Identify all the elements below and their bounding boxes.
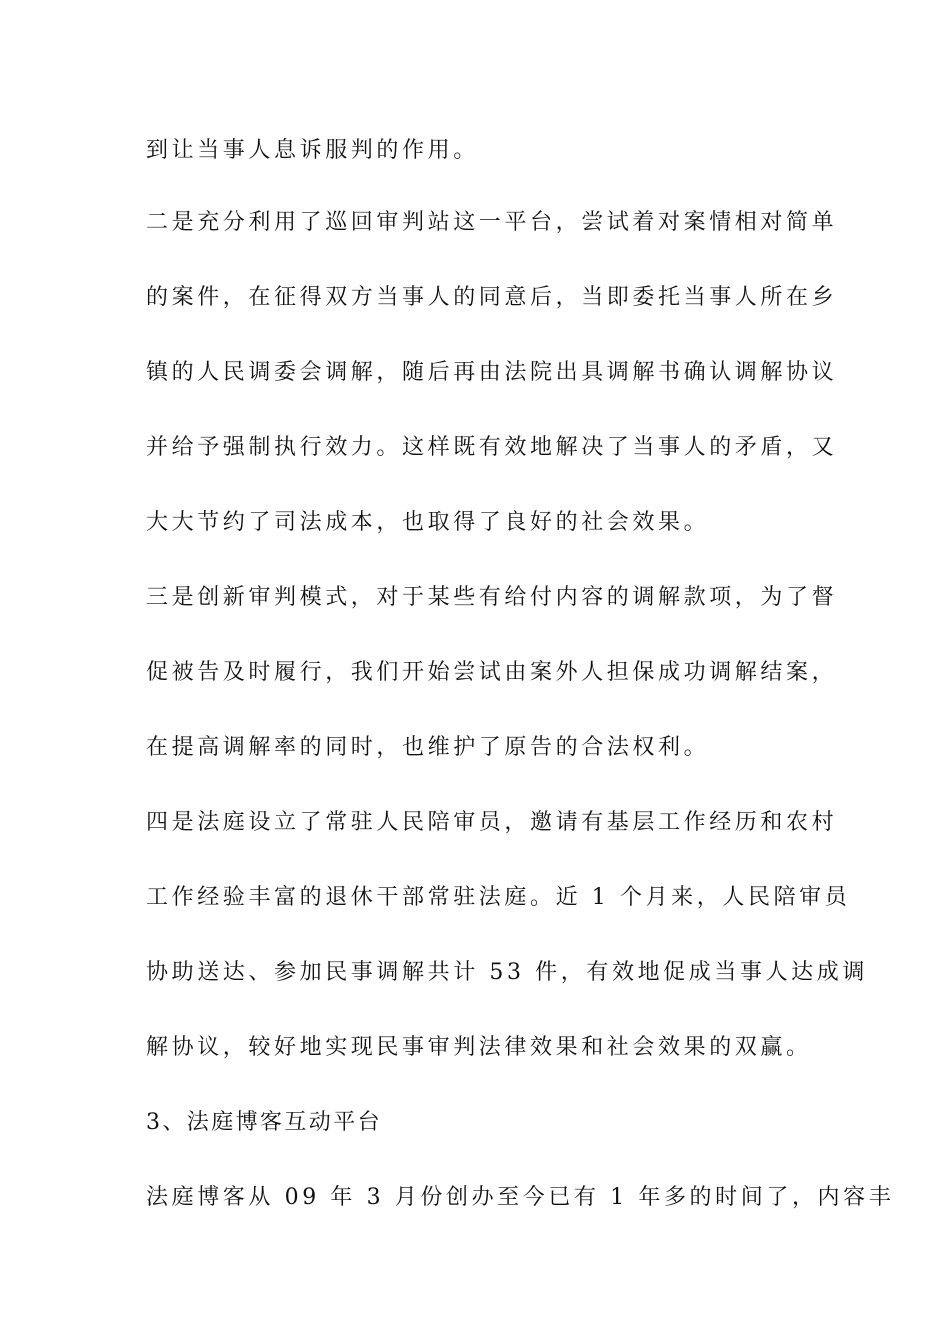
text-line: 四是法庭设立了常驻人民陪审员，邀请有基层工作经历和农村 — [146, 810, 838, 835]
text-line: 协助送达、参加民事调解共计 53 件，有效地促成当事人达成调 — [146, 960, 868, 985]
text-line: 解协议，较好地实现民事审判法律效果和社会效果的双赢。 — [146, 1035, 812, 1060]
text-line: 镇的人民调委会调解，随后再由法院出具调解书确认调解协议 — [146, 360, 838, 385]
section-heading: 3、法庭博客互动平台 — [146, 1110, 382, 1135]
text-line: 在提高调解率的同时，也维护了原告的合法权利。 — [146, 735, 710, 760]
text-line: 并给予强制执行效力。这样既有效地解决了当事人的矛盾，又 — [146, 435, 838, 460]
text-line: 到让当事人息诉服判的作用。 — [146, 138, 479, 163]
text-line: 大大节约了司法成本，也取得了良好的社会效果。 — [146, 510, 710, 535]
text-line: 工作经验丰富的退休干部常驻法庭。近 1 个月来，人民陪审员 — [146, 885, 851, 910]
text-line: 法庭博客从 09 年 3 月份创办至今已有 1 年多的时间了，内容丰 — [146, 1185, 895, 1210]
text-line: 促被告及时履行，我们开始尝试由案外人担保成功调解结案， — [146, 660, 838, 685]
text-line: 二是充分利用了巡回审判站这一平台，尝试着对案情相对简单 — [146, 210, 838, 235]
text-line: 三是创新审判模式，对于某些有给付内容的调解款项，为了督 — [146, 585, 838, 610]
text-line: 的案件，在征得双方当事人的同意后，当即委托当事人所在乡 — [146, 285, 838, 310]
